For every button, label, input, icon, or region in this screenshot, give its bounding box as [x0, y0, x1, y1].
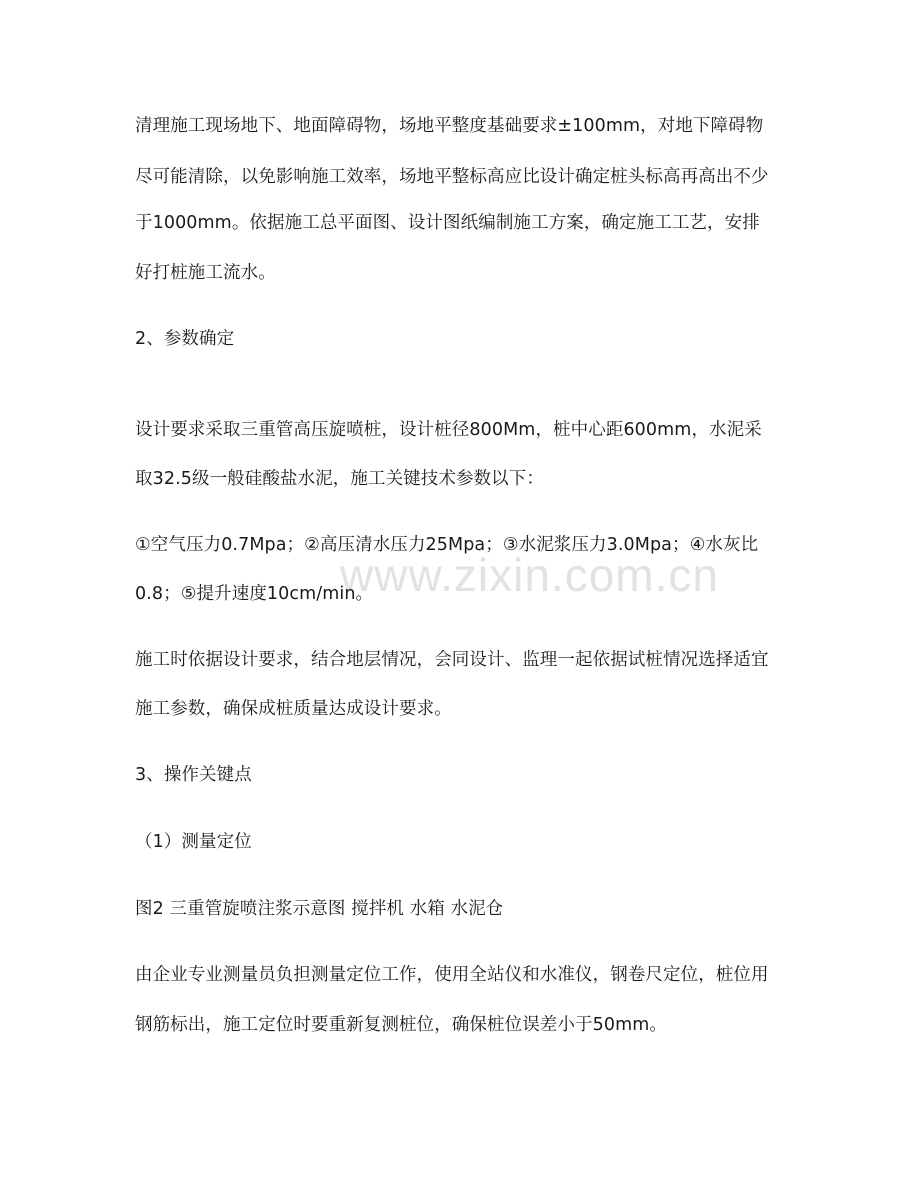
paragraph-line: 由企业专业测量员负担测量定位工作，使用全站仪和水准仪，钢卷尺定位，桩位用 — [135, 965, 769, 985]
paragraph-line: 施工参数，确保成桩质量达成设计要求。 — [135, 699, 452, 719]
paragraph-line: 0.8；⑤提升速度10cm/min。 — [135, 584, 374, 604]
paragraph-line: 清理施工现场地下、地面障碍物，场地平整度基础要求±100mm，对地下障碍物 — [135, 116, 764, 136]
paragraph-line: ①空气压力0.7Mpa；②高压清水压力25Mpa；③水泥浆压力3.0Mpa；④水灰比 — [135, 535, 759, 555]
watermark: www.zixin.com.cn — [340, 549, 719, 601]
section-heading: 2、参数确定 — [135, 329, 235, 349]
paragraph-line: 于1000mm。依据施工总平面图、设计图纸编制施工方案，确定施工工艺，安排 — [135, 213, 760, 233]
paragraph-line: 设计要求采取三重管高压旋喷桩，设计桩径800Mm，桩中心距600mm，水泥采 — [135, 420, 762, 440]
subsection-heading: （1）测量定位 — [135, 832, 252, 852]
section-heading: 3、操作关键点 — [135, 765, 252, 785]
paragraph-line: 尽可能清除，以免影响施工效率，场地平整标高应比设计确定桩头标高再高出不少 — [135, 167, 769, 187]
paragraph-line: 钢筋标出，施工定位时要重新复测桩位，确保桩位误差小于50mm。 — [135, 1015, 667, 1035]
figure-caption: 图2 三重管旋喷注浆示意图 搅拌机 水箱 水泥仓 — [135, 899, 504, 919]
paragraph-line: 取32.5级一般硅酸盐水泥，施工关键技术参数以下： — [135, 469, 544, 489]
paragraph-line: 施工时依据设计要求，结合地层情况，会同设计、监理一起依据试桩情况选择适宜 — [135, 650, 769, 670]
paragraph-line: 好打桩施工流水。 — [135, 263, 276, 283]
